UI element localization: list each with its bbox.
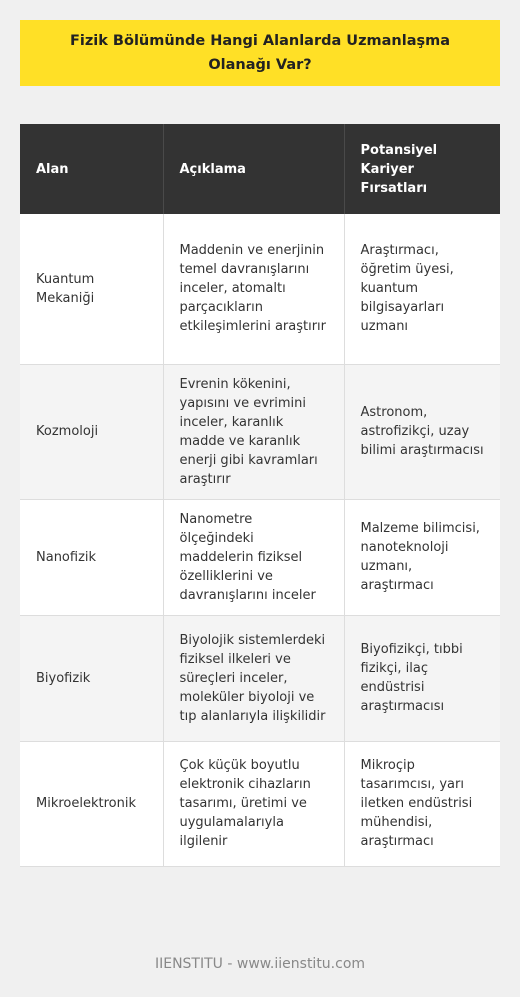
header-careers: Potansiyel Kariyer Fırsatları — [344, 124, 500, 214]
cell-field: Kuantum Mekaniği — [20, 214, 163, 364]
cell-field: Biyofizik — [20, 615, 163, 741]
header-description: Açıklama — [163, 124, 344, 214]
title-banner — [20, 20, 500, 86]
cell-careers: Biyofizikçi, tıbbi fizikçi, ilaç endüstrisi araştırmacısı — [344, 615, 500, 741]
footer-credit: IIENSTITU - www.iienstitu.com — [154, 956, 366, 972]
cell-field: Nanofizik — [20, 499, 163, 615]
cell-description: Evrenin kökenini, yapısını ve evrimini inceler, karanlık madde ve karanlık enerji gibi kavramları araştırır — [163, 364, 344, 499]
page-title: Fizik Bölümünde Hangi Alanlarda Uzmanlaşma Olanağı Var? — [69, 33, 451, 73]
cell-field: Mikroelektronik — [20, 741, 163, 866]
cell-field: Kozmoloji — [20, 364, 163, 499]
cell-careers: Araştırmacı, öğretim üyesi, kuantum bilgisayarları uzmanı — [344, 214, 500, 364]
header-field: Alan — [20, 124, 163, 214]
cell-careers: Malzeme bilimcisi, nanoteknoloji uzmanı, araştırmacı — [344, 499, 500, 615]
table-row — [20, 615, 500, 741]
cell-description: Maddenin ve enerjinin temel davranışlarını inceler, atomaltı parçacıkların etkileşimlerini araştırır — [163, 214, 344, 364]
cell-careers: Mikroçip tasarımcısı, yarı iletken endüstrisi mühendisi, araştırmacı — [344, 741, 500, 866]
specializations-table — [20, 124, 500, 867]
cell-careers: Astronom, astrofizikçi, uzay bilimi araştırmacısı — [344, 364, 500, 499]
cell-description: Nanometre ölçeğindeki maddelerin fiziksel özelliklerini ve davranışlarını inceler — [163, 499, 344, 615]
cell-description: Çok küçük boyutlu elektronik cihazların tasarımı, üretimi ve uygulamalarıyla ilgilenir — [163, 741, 344, 866]
table-row — [20, 364, 500, 499]
table-header-row — [20, 124, 500, 214]
table-row — [20, 214, 500, 364]
table-row — [20, 499, 500, 615]
table-row — [20, 741, 500, 866]
cell-description: Biyolojik sistemlerdeki fiziksel ilkeleri ve süreçleri inceler, moleküler biyoloji ve tıp alanlarıyla ilişkilidir — [163, 615, 344, 741]
